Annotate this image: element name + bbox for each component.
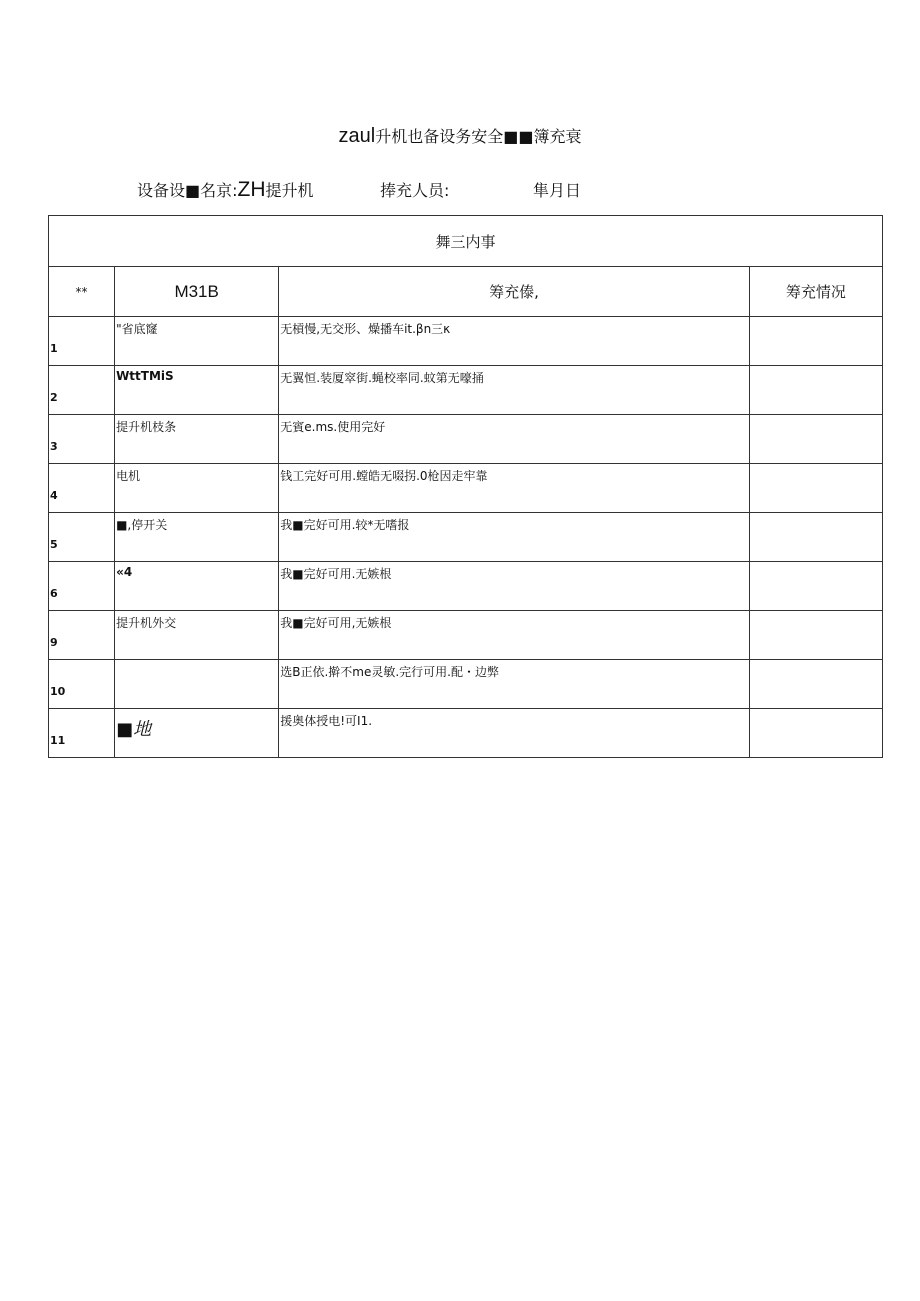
row-item: ■地 (116, 719, 152, 740)
column-header-result: 筹充情况 (749, 267, 882, 317)
inspection-table (48, 215, 883, 758)
table-row (49, 366, 883, 415)
column-header-item: M31B (115, 267, 279, 317)
table-row (49, 464, 883, 513)
row-item: «4 (116, 565, 133, 579)
checker-field (380, 178, 449, 201)
table-header-row (49, 267, 883, 317)
row-number: 2 (50, 391, 58, 404)
table-row (49, 562, 883, 611)
table-row (49, 660, 883, 709)
row-number: 9 (50, 636, 58, 649)
row-item: WttTMiS (116, 369, 174, 383)
device-name-code: ZH (237, 178, 266, 201)
row-item: 提升机外交 (116, 616, 177, 630)
row-standard: 我■完好可用.无嫉根 (280, 567, 392, 581)
row-item: "省底窿 (116, 322, 158, 336)
table-row (49, 415, 883, 464)
document-title (0, 124, 920, 148)
table-row (49, 317, 883, 366)
row-standard: 无翼恒.装厦窣街.蝇校率同.蚊第无嚎捅 (280, 371, 484, 385)
device-name-label: 设备设■名京: (137, 181, 238, 200)
title-text: 升机也备设务安全■■簿充衰 (375, 127, 582, 146)
row-number: 4 (50, 489, 58, 502)
row-item (115, 660, 278, 663)
row-standard: 无賓e.ms.使用完好 (280, 420, 386, 434)
row-standard: 援奥体授电!可I1. (280, 714, 373, 728)
device-name-field (137, 178, 314, 202)
row-item: 电机 (116, 469, 141, 483)
date-label: 隼月日 (533, 181, 582, 200)
row-standard: 我■完好可用.较*无嗜报 (280, 518, 410, 532)
row-standard: 无槓慢,无交形、燥播车it.βn三κ (280, 322, 451, 336)
row-number: 11 (50, 734, 66, 747)
column-header-no: ** (49, 267, 115, 317)
row-number: 5 (50, 538, 58, 551)
date-field (533, 178, 581, 201)
row-number: 10 (50, 685, 66, 698)
table-row (49, 611, 883, 660)
row-item: 提升机枝条 (116, 420, 177, 434)
row-number: 6 (50, 587, 58, 600)
section-header: 舞三内事 (49, 216, 883, 267)
row-standard: 钱工完好可用.螳皓无啜拐.0枪因走牢靠 (280, 469, 488, 483)
row-item: ■,停开关 (116, 518, 168, 532)
row-number: 3 (50, 440, 58, 453)
checker-label: 捧充人员: (380, 181, 450, 200)
table-row (49, 513, 883, 562)
row-standard: 选B正依.擀不me灵敏.完行可用.配・边弊 (280, 665, 499, 679)
table-row (49, 709, 883, 758)
title-prefix: zaul (338, 125, 376, 147)
device-name-suffix: 提升机 (265, 181, 314, 200)
row-standard: 我■完好可用,无嫉根 (280, 616, 392, 630)
row-number: 1 (50, 342, 58, 355)
column-header-standard: 筹充傣, (279, 267, 750, 317)
